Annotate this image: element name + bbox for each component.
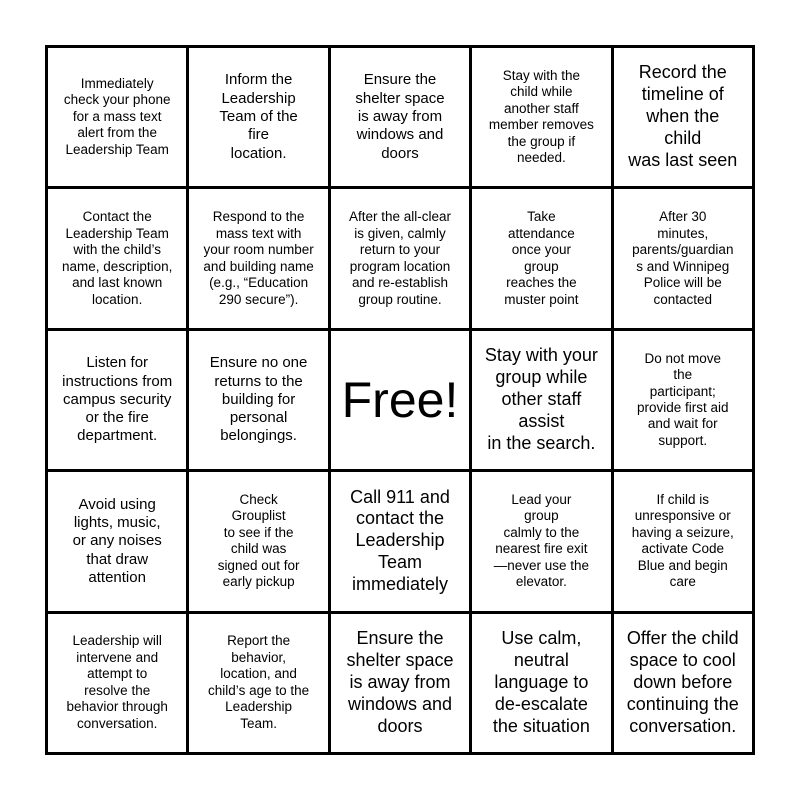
bingo-cell-r1c2[interactable]: Inform the Leadership Team of the fire location.: [189, 48, 327, 186]
bingo-cell-r2c4[interactable]: Take attendance once your group reaches the muster point: [472, 189, 610, 327]
bingo-cell-r2c5[interactable]: After 30 minutes, parents/guardian s and Winnipeg Police will be contacted: [614, 189, 752, 327]
bingo-cell-r4c2[interactable]: Check Grouplist to see if the child was signed out for early pickup: [189, 472, 327, 610]
bingo-cell-r3c5[interactable]: Do not move the participant; provide first aid and wait for support.: [614, 331, 752, 469]
bingo-cell-r5c1[interactable]: Leadership will intervene and attempt to resolve the behavior through conversation.: [48, 614, 186, 752]
bingo-cell-r4c4[interactable]: Lead your group calmly to the nearest fire exit —never use the elevator.: [472, 472, 610, 610]
bingo-cell-r1c1[interactable]: Immediately check your phone for a mass text alert from the Leadership Team: [48, 48, 186, 186]
bingo-cell-r1c4[interactable]: Stay with the child while another staff member removes the group if needed.: [472, 48, 610, 186]
bingo-cell-r3c2[interactable]: Ensure no one returns to the building for personal belongings.: [189, 331, 327, 469]
bingo-cell-r4c3[interactable]: Call 911 and contact the Leadership Team immediately: [331, 472, 469, 610]
bingo-cell-r3c4[interactable]: Stay with your group while other staff assist in the search.: [472, 331, 610, 469]
bingo-cell-r5c5[interactable]: Offer the child space to cool down before continuing the conversation.: [614, 614, 752, 752]
bingo-cell-r2c1[interactable]: Contact the Leadership Team with the child’s name, description, and last known location.: [48, 189, 186, 327]
bingo-cell-r5c3[interactable]: Ensure the shelter space is away from windows and doors: [331, 614, 469, 752]
bingo-cell-r3c1[interactable]: Listen for instructions from campus security or the fire department.: [48, 331, 186, 469]
bingo-cell-r1c3[interactable]: Ensure the shelter space is away from windows and doors: [331, 48, 469, 186]
free-space-cell[interactable]: Free!: [331, 331, 469, 469]
bingo-board: [45, 45, 755, 755]
bingo-cell-r2c2[interactable]: Respond to the mass text with your room number and building name (e.g., “Education 290 secure”).: [189, 189, 327, 327]
bingo-cell-r2c3[interactable]: After the all-clear is given, calmly return to your program location and re-establish group routine.: [331, 189, 469, 327]
bingo-cell-r4c1[interactable]: Avoid using lights, music, or any noises that draw attention: [48, 472, 186, 610]
bingo-cell-r5c2[interactable]: Report the behavior, location, and child’s age to the Leadership Team.: [189, 614, 327, 752]
bingo-cell-r4c5[interactable]: If child is unresponsive or having a seizure, activate Code Blue and begin care: [614, 472, 752, 610]
bingo-cell-r5c4[interactable]: Use calm, neutral language to de-escalate the situation: [472, 614, 610, 752]
bingo-cell-r1c5[interactable]: Record the timeline of when the child was last seen: [614, 48, 752, 186]
